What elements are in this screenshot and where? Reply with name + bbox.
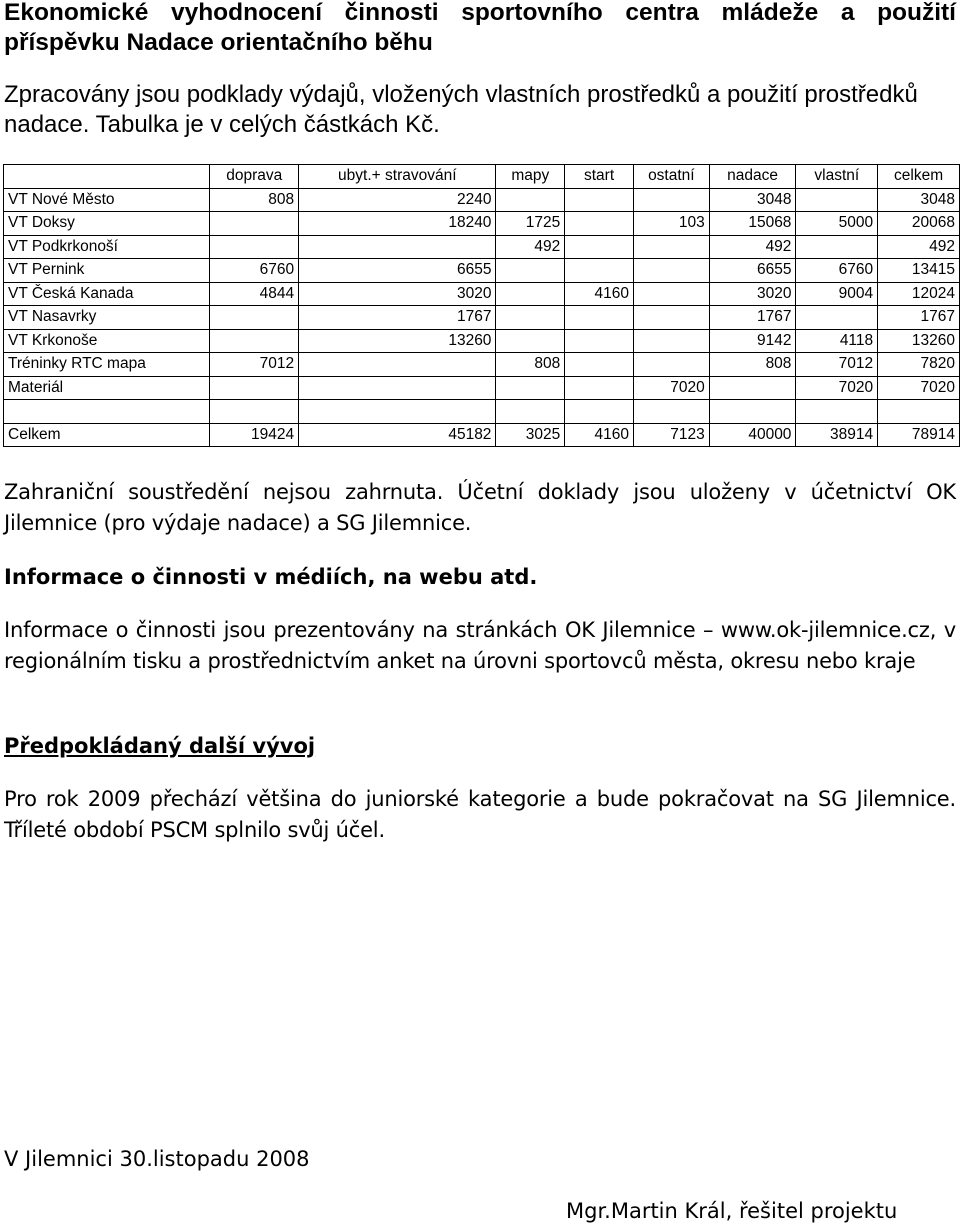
table-cell bbox=[496, 259, 565, 283]
table-header-row bbox=[4, 165, 960, 189]
table-cell: 3020 bbox=[709, 282, 796, 306]
table-row bbox=[4, 235, 960, 259]
table-cell: 7012 bbox=[796, 353, 878, 377]
table-cell: 3048 bbox=[709, 188, 796, 212]
table-cell bbox=[496, 329, 565, 353]
table-cell: 808 bbox=[709, 353, 796, 377]
table-cell: 7020 bbox=[633, 376, 709, 400]
table-row bbox=[4, 329, 960, 353]
paragraph-future: Pro rok 2009 přechází většina do juniorské kategorie a bude pokračovat na SG Jilemnice. Tříleté období PSCM splnilo svůj účel. bbox=[4, 787, 956, 842]
table-header-cell bbox=[4, 165, 210, 189]
table-cell bbox=[565, 400, 634, 424]
table-cell: 20068 bbox=[878, 212, 960, 236]
table-row-label: VT Nasavrky bbox=[4, 306, 210, 330]
table-cell: 3020 bbox=[299, 282, 496, 306]
table-cell bbox=[796, 188, 878, 212]
table-row bbox=[4, 306, 960, 330]
table-row bbox=[4, 212, 960, 236]
table-cell: 3025 bbox=[496, 423, 565, 447]
table-cell bbox=[496, 376, 565, 400]
table-cell bbox=[709, 376, 796, 400]
table-header-cell: ubyt.+ stravování bbox=[299, 165, 496, 189]
table-cell: 492 bbox=[878, 235, 960, 259]
paragraph-media: Informace o činnosti jsou prezentovány na stránkách OK Jilemnice – www.ok-jilemnice.cz, v regionálním tisku a prostřednictvím anket na úrovni sportovců města, okresu nebo kraje bbox=[4, 618, 956, 673]
table-cell: 9004 bbox=[796, 282, 878, 306]
heading-media: Informace o činnosti v médiích, na webu atd. bbox=[4, 565, 538, 589]
table-row-label: Celkem bbox=[4, 423, 210, 447]
table-cell: 38914 bbox=[796, 423, 878, 447]
table-row bbox=[4, 188, 960, 212]
table-cell bbox=[299, 376, 496, 400]
table-cell bbox=[796, 235, 878, 259]
table-cell bbox=[565, 235, 634, 259]
table-row-label: VT Podkrkonoší bbox=[4, 235, 210, 259]
table-cell: 13260 bbox=[878, 329, 960, 353]
table-header-cell: doprava bbox=[210, 165, 299, 189]
table-cell: 78914 bbox=[878, 423, 960, 447]
table-cell: 15068 bbox=[709, 212, 796, 236]
table-cell bbox=[633, 282, 709, 306]
table-cell: 6760 bbox=[796, 259, 878, 283]
table-cell: 7020 bbox=[878, 376, 960, 400]
expense-table bbox=[3, 164, 960, 447]
table-cell: 1767 bbox=[878, 306, 960, 330]
table-header-cell: celkem bbox=[878, 165, 960, 189]
table-cell: 492 bbox=[709, 235, 796, 259]
table-cell bbox=[210, 235, 299, 259]
table-row-label bbox=[4, 400, 210, 424]
table-cell: 2240 bbox=[299, 188, 496, 212]
table-cell bbox=[210, 306, 299, 330]
table-header-cell: mapy bbox=[496, 165, 565, 189]
table-cell bbox=[496, 188, 565, 212]
table-cell: 45182 bbox=[299, 423, 496, 447]
table-cell: 7123 bbox=[633, 423, 709, 447]
table-header-cell: start bbox=[565, 165, 634, 189]
table-row-label: VT Pernink bbox=[4, 259, 210, 283]
table-cell: 7020 bbox=[796, 376, 878, 400]
table-cell bbox=[210, 376, 299, 400]
table-cell bbox=[878, 400, 960, 424]
table-cell: 103 bbox=[633, 212, 709, 236]
table-cell: 7012 bbox=[210, 353, 299, 377]
table-cell bbox=[210, 212, 299, 236]
table-cell bbox=[565, 306, 634, 330]
paragraph-accounting: Zahraniční soustředění nejsou zahrnuta. Účetní doklady jsou uloženy v účetnictví OK Jilemnice (pro výdaje nadace) a SG Jilemnice. bbox=[4, 480, 956, 535]
table-row bbox=[4, 353, 960, 377]
table-cell: 9142 bbox=[709, 329, 796, 353]
date-line: V Jilemnici 30.listopadu 2008 bbox=[4, 1147, 310, 1171]
table-cell bbox=[299, 353, 496, 377]
table-cell bbox=[633, 329, 709, 353]
table-cell bbox=[496, 306, 565, 330]
table-row bbox=[4, 400, 960, 424]
table-cell: 4118 bbox=[796, 329, 878, 353]
heading-future: Předpokládaný další vývoj bbox=[4, 734, 316, 758]
signature: Mgr.Martin Král, řešitel projektu bbox=[566, 1199, 898, 1223]
table-cell bbox=[633, 259, 709, 283]
table-cell: 5000 bbox=[796, 212, 878, 236]
table-row-label: Tréninky RTC mapa bbox=[4, 353, 210, 377]
table-cell bbox=[565, 212, 634, 236]
table-cell: 1767 bbox=[299, 306, 496, 330]
table-row-label: VT Doksy bbox=[4, 212, 210, 236]
table-row bbox=[4, 259, 960, 283]
table-cell bbox=[796, 306, 878, 330]
table-cell: 1725 bbox=[496, 212, 565, 236]
table-cell bbox=[496, 282, 565, 306]
table-cell: 6760 bbox=[210, 259, 299, 283]
table-cell bbox=[709, 400, 796, 424]
table-cell bbox=[210, 400, 299, 424]
table-row bbox=[4, 376, 960, 400]
table-row-label: Materiál bbox=[4, 376, 210, 400]
table-cell bbox=[633, 353, 709, 377]
table-cell: 13415 bbox=[878, 259, 960, 283]
table-cell: 492 bbox=[496, 235, 565, 259]
table-cell bbox=[565, 376, 634, 400]
table-cell bbox=[496, 400, 565, 424]
table-row-label: VT Krkonoše bbox=[4, 329, 210, 353]
table-cell bbox=[210, 329, 299, 353]
table-cell: 808 bbox=[210, 188, 299, 212]
table-cell bbox=[565, 188, 634, 212]
table-cell: 4844 bbox=[210, 282, 299, 306]
table-cell bbox=[299, 235, 496, 259]
table-cell: 12024 bbox=[878, 282, 960, 306]
table-cell: 3048 bbox=[878, 188, 960, 212]
table-row-label: VT Česká Kanada bbox=[4, 282, 210, 306]
table-cell bbox=[633, 235, 709, 259]
table-cell: 6655 bbox=[709, 259, 796, 283]
table-cell bbox=[299, 400, 496, 424]
table-cell bbox=[565, 259, 634, 283]
table-cell bbox=[565, 353, 634, 377]
table-cell: 6655 bbox=[299, 259, 496, 283]
table-cell: 40000 bbox=[709, 423, 796, 447]
table-cell: 1767 bbox=[709, 306, 796, 330]
table-cell: 4160 bbox=[565, 423, 634, 447]
table-cell bbox=[633, 306, 709, 330]
table-cell bbox=[633, 188, 709, 212]
table-header-cell: nadace bbox=[709, 165, 796, 189]
table-cell bbox=[565, 329, 634, 353]
table-cell bbox=[796, 400, 878, 424]
table-cell bbox=[633, 400, 709, 424]
table-cell: 7820 bbox=[878, 353, 960, 377]
intro-paragraph: Zpracovány jsou podklady výdajů, vložených vlastních prostředků a použití prostředků nadace. Tabulka je v celých částkách Kč. bbox=[4, 81, 918, 138]
table-cell: 13260 bbox=[299, 329, 496, 353]
table-cell: 18240 bbox=[299, 212, 496, 236]
table-cell: 19424 bbox=[210, 423, 299, 447]
table-row-label: VT Nové Město bbox=[4, 188, 210, 212]
document-title: Ekonomické vyhodnocení činnosti sportovního centra mládeže a použití příspěvku Nadace orientačního běhu bbox=[4, 0, 956, 56]
table-row bbox=[4, 282, 960, 306]
table-header-cell: vlastní bbox=[796, 165, 878, 189]
expense-table-body bbox=[4, 165, 960, 447]
table-cell: 808 bbox=[496, 353, 565, 377]
table-header-cell: ostatní bbox=[633, 165, 709, 189]
table-row bbox=[4, 423, 960, 447]
table-cell: 4160 bbox=[565, 282, 634, 306]
